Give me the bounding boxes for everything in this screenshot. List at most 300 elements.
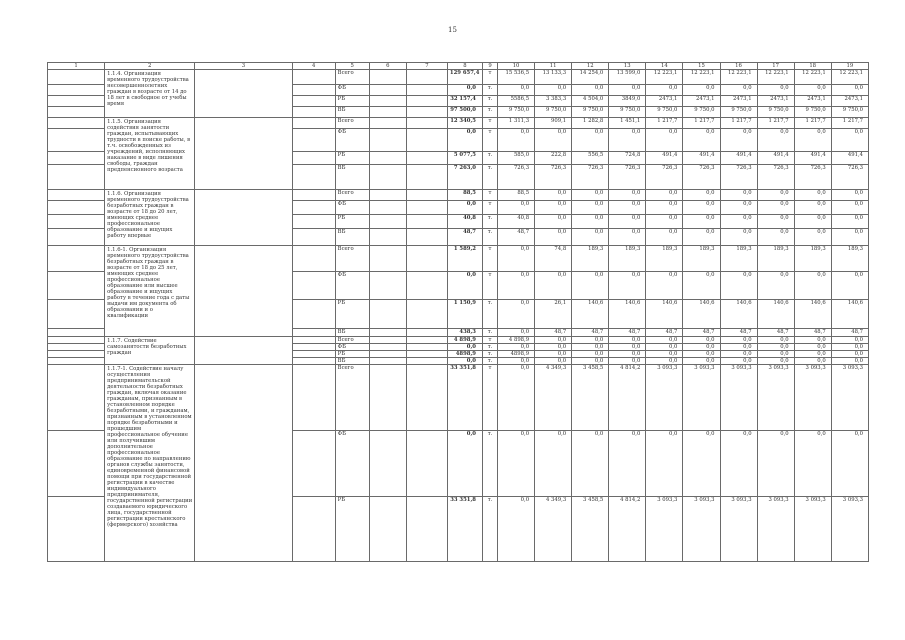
year-amount: 0,0	[794, 190, 831, 201]
year-amount: 48,7	[683, 329, 720, 337]
year-amount: 0,0	[794, 229, 831, 246]
col6-cell	[369, 351, 406, 358]
table-row	[48, 70, 869, 85]
year-amount: 4898,9	[498, 351, 535, 358]
year-amount: 0,0	[646, 85, 683, 96]
year-amount: 726,3	[831, 165, 868, 190]
year-amount: 0,0	[683, 351, 720, 358]
col6-cell	[369, 497, 406, 562]
year-amount: 726,3	[498, 165, 535, 190]
year-amount: 2473,1	[720, 96, 757, 107]
year-amount: 48,7	[831, 329, 868, 337]
total-amount: 4 898,9	[447, 337, 482, 344]
year-amount: 0,0	[683, 272, 720, 300]
funding-source: ФБ	[335, 431, 369, 497]
year-amount: 0,0	[572, 431, 609, 497]
year-amount: 48,7	[757, 329, 794, 337]
unit-cell: т	[483, 190, 498, 201]
year-amount: 0,0	[683, 215, 720, 229]
year-amount: 491,4	[831, 152, 868, 165]
unit-cell: т.	[483, 85, 498, 96]
year-amount: 0,0	[831, 431, 868, 497]
year-amount: 1 311,3	[498, 118, 535, 129]
year-amount: 2473,1	[683, 96, 720, 107]
year-amount: 48,7	[794, 329, 831, 337]
total-amount: 0,0	[447, 201, 482, 215]
year-amount: 4 504,0	[572, 96, 609, 107]
year-amount: 0,0	[572, 85, 609, 96]
table-row	[48, 246, 869, 272]
col1-cell	[48, 152, 105, 165]
year-amount: 0,0	[831, 85, 868, 96]
year-amount: 0,0	[720, 229, 757, 246]
col6-cell	[369, 337, 406, 344]
year-amount: 0,0	[683, 344, 720, 351]
year-amount: 12 223,1	[646, 70, 683, 85]
year-amount: 4 349,3	[535, 497, 572, 562]
year-amount: 0,0	[646, 351, 683, 358]
year-amount: 12 223,1	[757, 70, 794, 85]
year-amount: 2473,1	[646, 96, 683, 107]
funding-source: РБ	[335, 152, 369, 165]
year-amount: 0,0	[757, 215, 794, 229]
col6-cell	[369, 365, 406, 431]
year-amount: 4 814,2	[609, 497, 646, 562]
header-cell: 5	[335, 63, 369, 70]
col7-cell	[406, 431, 447, 497]
year-amount: 9 750,0	[757, 107, 794, 118]
year-amount: 140,6	[794, 300, 831, 329]
col6-cell	[369, 300, 406, 329]
year-amount: 15 536,5	[498, 70, 535, 85]
year-amount: 491,4	[757, 152, 794, 165]
year-amount: 9 750,0	[498, 107, 535, 118]
funding-source: РБ	[335, 351, 369, 358]
year-amount: 3 093,3	[720, 497, 757, 562]
year-amount: 0,0	[683, 337, 720, 344]
year-amount: 726,3	[535, 165, 572, 190]
year-amount: 726,3	[609, 165, 646, 190]
year-amount: 0,0	[757, 337, 794, 344]
year-amount: 0,0	[831, 344, 868, 351]
col7-cell	[406, 497, 447, 562]
col4-cell	[292, 351, 335, 358]
year-amount: 189,3	[757, 246, 794, 272]
total-amount: 97 500,0	[447, 107, 482, 118]
col4-cell	[292, 497, 335, 562]
header-cell: 11	[535, 63, 572, 70]
year-amount: 140,6	[720, 300, 757, 329]
total-amount: 88,5	[447, 190, 482, 201]
year-amount: 0,0	[683, 190, 720, 201]
col4-cell	[292, 96, 335, 107]
year-amount: 726,3	[646, 165, 683, 190]
year-amount: 0,0	[646, 344, 683, 351]
year-amount: 9 750,0	[535, 107, 572, 118]
year-amount: 0,0	[757, 272, 794, 300]
funding-source: РБ	[335, 497, 369, 562]
year-amount: 189,3	[683, 246, 720, 272]
header-cell: 15	[683, 63, 720, 70]
year-amount: 3 383,3	[535, 96, 572, 107]
activity-name: 1.1.4. Организация временного трудоустройства несовершеннолетних граждан в возрасте от 14 до 18 лет в свободное от учебы время	[105, 70, 195, 118]
col7-cell	[406, 365, 447, 431]
header-cell: 14	[646, 63, 683, 70]
year-amount: 0,0	[572, 272, 609, 300]
total-amount: 33 351,8	[447, 497, 482, 562]
year-amount: 726,3	[720, 165, 757, 190]
year-amount: 48,7	[609, 329, 646, 337]
year-amount: 0,0	[498, 201, 535, 215]
col1-cell	[48, 215, 105, 229]
year-amount: 48,7	[572, 329, 609, 337]
year-amount: 0,0	[831, 215, 868, 229]
year-amount: 189,3	[831, 246, 868, 272]
year-amount: 0,0	[831, 272, 868, 300]
year-amount: 0,0	[720, 85, 757, 96]
unit-cell: т	[483, 129, 498, 152]
col3-cell	[195, 118, 292, 190]
year-amount: 491,4	[683, 152, 720, 165]
total-amount: 40,8	[447, 215, 482, 229]
year-amount: 12 223,1	[794, 70, 831, 85]
col4-cell	[292, 229, 335, 246]
year-amount: 0,0	[572, 344, 609, 351]
year-amount: 0,0	[609, 129, 646, 152]
year-amount: 0,0	[609, 201, 646, 215]
col7-cell	[406, 201, 447, 215]
year-amount: 1 217,7	[794, 118, 831, 129]
year-amount: 0,0	[572, 337, 609, 344]
year-amount: 0,0	[794, 129, 831, 152]
col7-cell	[406, 107, 447, 118]
year-amount: 0,0	[646, 229, 683, 246]
year-amount: 0,0	[757, 85, 794, 96]
col6-cell	[369, 70, 406, 85]
unit-cell: т	[483, 246, 498, 272]
year-amount: 726,3	[794, 165, 831, 190]
year-amount: 189,3	[646, 246, 683, 272]
year-amount: 189,3	[794, 246, 831, 272]
col4-cell	[292, 118, 335, 129]
col1-cell	[48, 344, 105, 351]
col7-cell	[406, 329, 447, 337]
col1-cell	[48, 85, 105, 96]
activity-name: 1.1.5. Организация содействия занятости граждан, испытывающих трудности в поиске работы, в т.ч. освобожденных из учреждений, исполняющих наказание в виде лишения свободы, граждан предпенсионного возраста	[105, 118, 195, 190]
year-amount: 189,3	[720, 246, 757, 272]
col4-cell	[292, 165, 335, 190]
funding-source: ВБ	[335, 165, 369, 190]
year-amount: 0,0	[794, 272, 831, 300]
funding-source: ВБ	[335, 358, 369, 365]
year-amount: 2473,1	[757, 96, 794, 107]
funding-source: РБ	[335, 300, 369, 329]
funding-source: РБ	[335, 96, 369, 107]
header-cell: 13	[609, 63, 646, 70]
unit-cell: т.	[483, 229, 498, 246]
total-amount: 0,0	[447, 272, 482, 300]
col1-cell	[48, 272, 105, 300]
activity-name: 1.1.6-1. Организация временного трудоустройства безработных граждан в возрасте от 18 до 25 лет, имеющих среднее профессиональное образование или высшее образование и ищущих работу в течение года с даты выдачи им документа об образовании и о квалификации	[105, 246, 195, 337]
col4-cell	[292, 246, 335, 272]
year-amount: 3 093,3	[757, 497, 794, 562]
total-amount: 1 589,2	[447, 246, 482, 272]
col4-cell	[292, 215, 335, 229]
year-amount: 0,0	[535, 190, 572, 201]
year-amount: 12 223,1	[720, 70, 757, 85]
col4-cell	[292, 70, 335, 85]
col1-cell	[48, 351, 105, 358]
header-cell: 12	[572, 63, 609, 70]
unit-cell: т.	[483, 165, 498, 190]
year-amount: 0,0	[572, 215, 609, 229]
year-amount: 491,4	[794, 152, 831, 165]
year-amount: 0,0	[757, 229, 794, 246]
col6-cell	[369, 118, 406, 129]
col6-cell	[369, 165, 406, 190]
year-amount: 0,0	[720, 358, 757, 365]
year-amount: 0,0	[609, 337, 646, 344]
header-cell: 10	[498, 63, 535, 70]
col7-cell	[406, 152, 447, 165]
year-amount: 1 217,7	[683, 118, 720, 129]
year-amount: 0,0	[609, 351, 646, 358]
col6-cell	[369, 246, 406, 272]
col4-cell	[292, 85, 335, 96]
total-amount: 12 340,5	[447, 118, 482, 129]
col1-cell	[48, 190, 105, 201]
col6-cell	[369, 96, 406, 107]
table-row	[48, 337, 869, 344]
header-cell: 17	[757, 63, 794, 70]
year-amount: 9 750,0	[720, 107, 757, 118]
year-amount: 0,0	[646, 215, 683, 229]
col1-cell	[48, 165, 105, 190]
funding-table	[47, 62, 869, 562]
year-amount: 0,0	[794, 358, 831, 365]
year-amount: 13 599,0	[609, 70, 646, 85]
year-amount: 0,0	[609, 229, 646, 246]
funding-source: Всего	[335, 118, 369, 129]
year-amount: 4 814,2	[609, 365, 646, 431]
total-amount: 438,3	[447, 329, 482, 337]
unit-cell: т.	[483, 96, 498, 107]
total-amount: 0,0	[447, 431, 482, 497]
year-amount: 3849,0	[609, 96, 646, 107]
activity-name: 1.1.6. Организация временного трудоустройства безработных граждан в возрасте от 18 до 20 лет, имеющих среднее профессиональное образование и ищущих работу впервые	[105, 190, 195, 246]
year-amount: 0,0	[757, 344, 794, 351]
year-amount: 0,0	[535, 215, 572, 229]
year-amount: 491,4	[720, 152, 757, 165]
year-amount: 0,0	[720, 129, 757, 152]
page-number: 15	[448, 26, 457, 34]
year-amount: 0,0	[757, 190, 794, 201]
column-number-header	[48, 63, 869, 70]
table-row	[48, 190, 869, 201]
col7-cell	[406, 272, 447, 300]
year-amount: 0,0	[794, 85, 831, 96]
total-amount: 1 150,9	[447, 300, 482, 329]
header-cell: 3	[195, 63, 292, 70]
year-amount: 0,0	[609, 190, 646, 201]
funding-source: Всего	[335, 70, 369, 85]
col1-cell	[48, 337, 105, 344]
year-amount: 0,0	[498, 365, 535, 431]
year-amount: 3 093,3	[794, 365, 831, 431]
year-amount: 140,6	[609, 300, 646, 329]
col6-cell	[369, 229, 406, 246]
year-amount: 0,0	[757, 431, 794, 497]
unit-cell: т	[483, 337, 498, 344]
col6-cell	[369, 190, 406, 201]
funding-source: ФБ	[335, 344, 369, 351]
col3-cell	[195, 365, 292, 562]
col7-cell	[406, 85, 447, 96]
year-amount: 0,0	[498, 431, 535, 497]
year-amount: 0,0	[609, 431, 646, 497]
year-amount: 0,0	[720, 431, 757, 497]
year-amount: 0,0	[572, 190, 609, 201]
year-amount: 726,3	[683, 165, 720, 190]
year-amount: 3 093,3	[646, 365, 683, 431]
year-amount: 3 458,5	[572, 497, 609, 562]
year-amount: 0,0	[535, 344, 572, 351]
total-amount: 0,0	[447, 344, 482, 351]
year-amount: 0,0	[794, 215, 831, 229]
col1-cell	[48, 358, 105, 365]
unit-cell: т	[483, 118, 498, 129]
year-amount: 0,0	[646, 431, 683, 497]
col1-cell	[48, 300, 105, 329]
total-amount: 129 657,4	[447, 70, 482, 85]
year-amount: 0,0	[609, 85, 646, 96]
year-amount: 48,7	[498, 229, 535, 246]
year-amount: 0,0	[535, 358, 572, 365]
col4-cell	[292, 107, 335, 118]
year-amount: 9 750,0	[609, 107, 646, 118]
year-amount: 0,0	[498, 272, 535, 300]
year-amount: 0,0	[720, 351, 757, 358]
col7-cell	[406, 96, 447, 107]
col1-cell	[48, 129, 105, 152]
total-amount: 0,0	[447, 85, 482, 96]
year-amount: 12 223,1	[683, 70, 720, 85]
col1-cell	[48, 118, 105, 129]
col6-cell	[369, 107, 406, 118]
table-row	[48, 365, 869, 431]
col1-cell	[48, 497, 105, 562]
year-amount: 0,0	[646, 358, 683, 365]
year-amount: 3 093,3	[683, 365, 720, 431]
header-cell: 7	[406, 63, 447, 70]
unit-cell: т.	[483, 107, 498, 118]
col7-cell	[406, 70, 447, 85]
unit-cell: т.	[483, 431, 498, 497]
col1-cell	[48, 329, 105, 337]
year-amount: 14 254,0	[572, 70, 609, 85]
col3-cell	[195, 337, 292, 365]
year-amount: 0,0	[720, 190, 757, 201]
header-cell: 2	[105, 63, 195, 70]
col4-cell	[292, 365, 335, 431]
header-cell: 19	[831, 63, 868, 70]
funding-source: ФБ	[335, 129, 369, 152]
col4-cell	[292, 344, 335, 351]
year-amount: 0,0	[646, 272, 683, 300]
col1-cell	[48, 365, 105, 431]
year-amount: 0,0	[535, 431, 572, 497]
col4-cell	[292, 337, 335, 344]
unit-cell: т.	[483, 329, 498, 337]
year-amount: 0,0	[535, 129, 572, 152]
col7-cell	[406, 229, 447, 246]
year-amount: 140,6	[646, 300, 683, 329]
year-amount: 0,0	[757, 129, 794, 152]
year-amount: 9 750,0	[572, 107, 609, 118]
col6-cell	[369, 431, 406, 497]
unit-cell: т.	[483, 358, 498, 365]
year-amount: 189,3	[609, 246, 646, 272]
col6-cell	[369, 329, 406, 337]
year-amount: 0,0	[609, 272, 646, 300]
col1-cell	[48, 96, 105, 107]
col1-cell	[48, 246, 105, 272]
header-cell: 16	[720, 63, 757, 70]
year-amount: 1 217,7	[646, 118, 683, 129]
col1-cell	[48, 431, 105, 497]
col3-cell	[195, 70, 292, 118]
col6-cell	[369, 358, 406, 365]
year-amount: 491,4	[646, 152, 683, 165]
year-amount: 0,0	[646, 129, 683, 152]
col4-cell	[292, 190, 335, 201]
year-amount: 0,0	[720, 215, 757, 229]
header-cell: 4	[292, 63, 335, 70]
funding-source: ВБ	[335, 107, 369, 118]
year-amount: 726,3	[757, 165, 794, 190]
header-cell: 18	[794, 63, 831, 70]
year-amount: 0,0	[720, 272, 757, 300]
year-amount: 189,3	[572, 246, 609, 272]
col6-cell	[369, 215, 406, 229]
year-amount: 0,0	[683, 129, 720, 152]
year-amount: 1 282,8	[572, 118, 609, 129]
year-amount: 3 093,3	[831, 365, 868, 431]
total-amount: 0,0	[447, 129, 482, 152]
col1-cell	[48, 107, 105, 118]
year-amount: 0,0	[720, 344, 757, 351]
funding-source: Всего	[335, 190, 369, 201]
year-amount: 724,8	[609, 152, 646, 165]
year-amount: 0,0	[683, 85, 720, 96]
col4-cell	[292, 272, 335, 300]
year-amount: 1 217,7	[757, 118, 794, 129]
year-amount: 909,1	[535, 118, 572, 129]
total-amount: 5 077,5	[447, 152, 482, 165]
year-amount: 4 349,3	[535, 365, 572, 431]
col7-cell	[406, 118, 447, 129]
unit-cell: т.	[483, 497, 498, 562]
year-amount: 0,0	[498, 344, 535, 351]
col6-cell	[369, 201, 406, 215]
year-amount: 140,6	[831, 300, 868, 329]
year-amount: 0,0	[609, 215, 646, 229]
col1-cell	[48, 201, 105, 215]
year-amount: 0,0	[609, 358, 646, 365]
year-amount: 0,0	[757, 201, 794, 215]
unit-cell: т	[483, 201, 498, 215]
year-amount: 9 750,0	[646, 107, 683, 118]
